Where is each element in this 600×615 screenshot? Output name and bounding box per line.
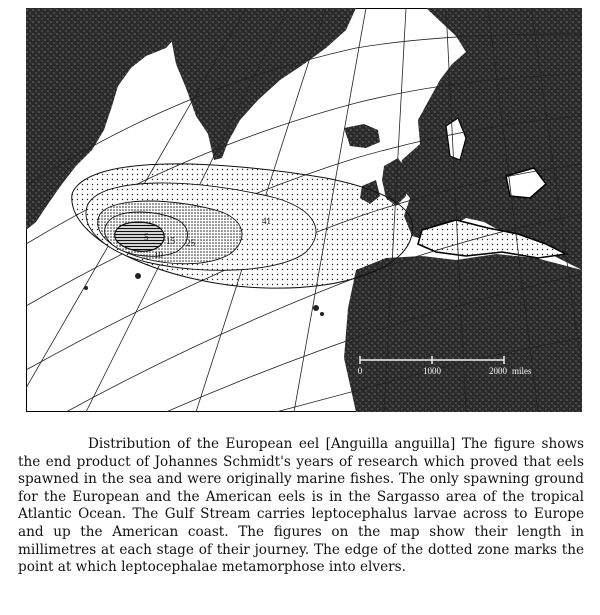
africa xyxy=(344,254,582,412)
figure-caption xyxy=(18,436,584,577)
scale-unit: miles xyxy=(512,366,532,376)
label-5mm: 5 xyxy=(144,232,149,242)
label-25mm: 25 xyxy=(186,238,195,248)
map-figure xyxy=(26,8,582,412)
eel-distribution-map xyxy=(26,8,582,412)
label-15mm: 15 xyxy=(166,236,175,246)
scale-tick-0: 0 xyxy=(357,366,363,376)
scale-tick-1000: 1000 xyxy=(423,366,441,376)
azores-island xyxy=(313,305,319,311)
caption-text: Distribution of the European eel [Anguilla anguilla] The figure shows the end product of Johannes Schmidt's years of research which proved that eels spawned in the sea and were originally marine fishes. The only spawning ground for the European and the American eels is in the Sargasso area of the tropical Atlantic Ocean. The Gulf Stream carries leptocephalus larvae across to Europe and up the American coast. The figures on the map show their length in millimetres at each stage of their journey. The edge of the dotted zone marks the point at which leptocephalae metamorphose into elvers. xyxy=(18,436,584,576)
label-41mm: 41 xyxy=(262,216,271,226)
label-10mm: 10 xyxy=(154,250,163,260)
scale-tick-2000: 2000 xyxy=(489,366,507,376)
